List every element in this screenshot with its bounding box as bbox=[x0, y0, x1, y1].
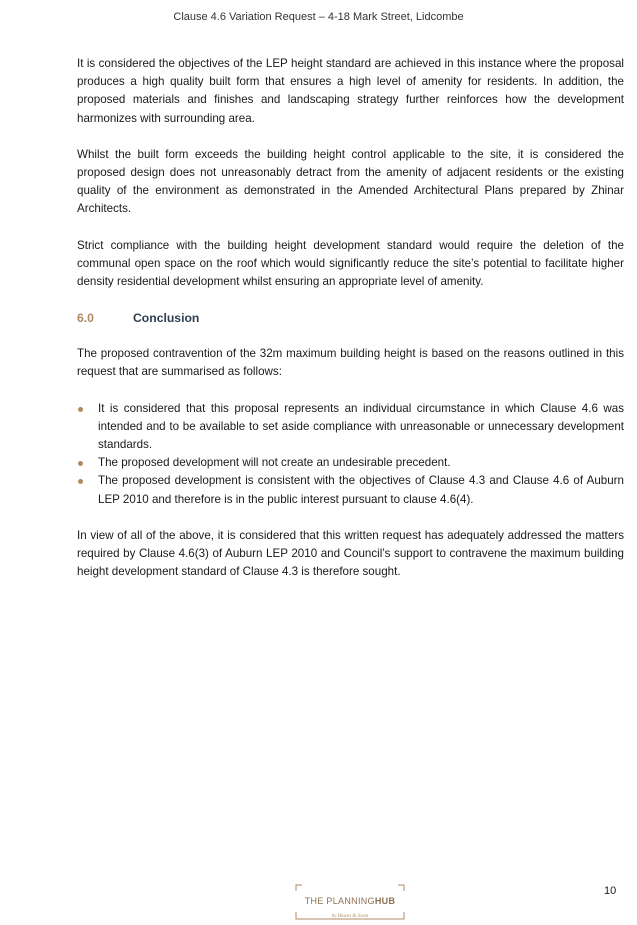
bullet-icon bbox=[78, 461, 83, 466]
running-header: Clause 4.6 Variation Request – 4-18 Mark Street, Lidcombe bbox=[173, 11, 464, 23]
page-number: 10 bbox=[604, 885, 617, 897]
section-title: Conclusion bbox=[133, 311, 200, 326]
logo-text-bold: HUB bbox=[374, 896, 396, 906]
list-item-text: It is considered that this proposal represents an individual circumstance in which Clause 4.6 was intended and to be available to set aside compliance with unreasonable or unnecessary development standards. bbox=[98, 401, 624, 452]
bullet-icon bbox=[78, 407, 83, 412]
paragraph-objectives: It is considered the objectives of the LEP height standard are achieved in this instance where the proposal produces a high quality built form that ensures a high level of amenity for residents. In addition, the proposed materials and finishes and landscaping strategy further reinforces how the development harmonizes with surrounding area. bbox=[77, 57, 624, 125]
section-heading bbox=[77, 309, 624, 327]
list-item bbox=[77, 400, 624, 455]
logo-text-light: THE PLANNING bbox=[304, 896, 375, 906]
list-item-text: The proposed development is consistent with the objectives of Clause 4.3 and Clause 4.6 of Auburn LEP 2010 and therefore is in the public interest pursuant to clause 4.6(4). bbox=[98, 474, 624, 506]
paragraph-strict-compliance: Strict compliance with the building height development standard would require the deletion of the communal open space on the roof which would significantly reduce the site’s potential to facilitate higher density residential development whilst ensuring an appropriate level of amenity. bbox=[77, 238, 624, 289]
list-item bbox=[77, 454, 624, 472]
list-item-text: The proposed development will not create an undesirable precedent. bbox=[98, 456, 451, 470]
logo-tagline: by Hawes & Swan bbox=[331, 914, 369, 919]
planning-hub-logo bbox=[295, 884, 405, 920]
section-number: 6.0 bbox=[77, 311, 94, 326]
paragraph-closing: In view of all of the above, it is considered that this written request has adequately addressed the matters required by Clause 4.6(3) of Auburn LEP 2010 and Council’s support to contravene the maximum building height development standard of Clause 4.3 is therefore sought. bbox=[77, 528, 624, 579]
svg-text:THE PLANNINGHUB bbox=[305, 896, 396, 906]
bullet-icon bbox=[78, 479, 83, 484]
list-item bbox=[77, 472, 624, 508]
paragraph-intro: The proposed contravention of the 32m maximum building height is based on the reasons outlined in this request that are summarised as follows: bbox=[77, 347, 624, 379]
paragraph-built-form: Whilst the built form exceeds the building height control applicable to the site, it is considered the proposed design does not unreasonably detract from the amenity of adjacent residents or the existing quality of the environment as demonstrated in the Amended Architectural Plans prepared by Zhinar Architects. bbox=[77, 147, 624, 216]
reasons-list bbox=[77, 400, 624, 509]
page-body bbox=[77, 55, 624, 581]
